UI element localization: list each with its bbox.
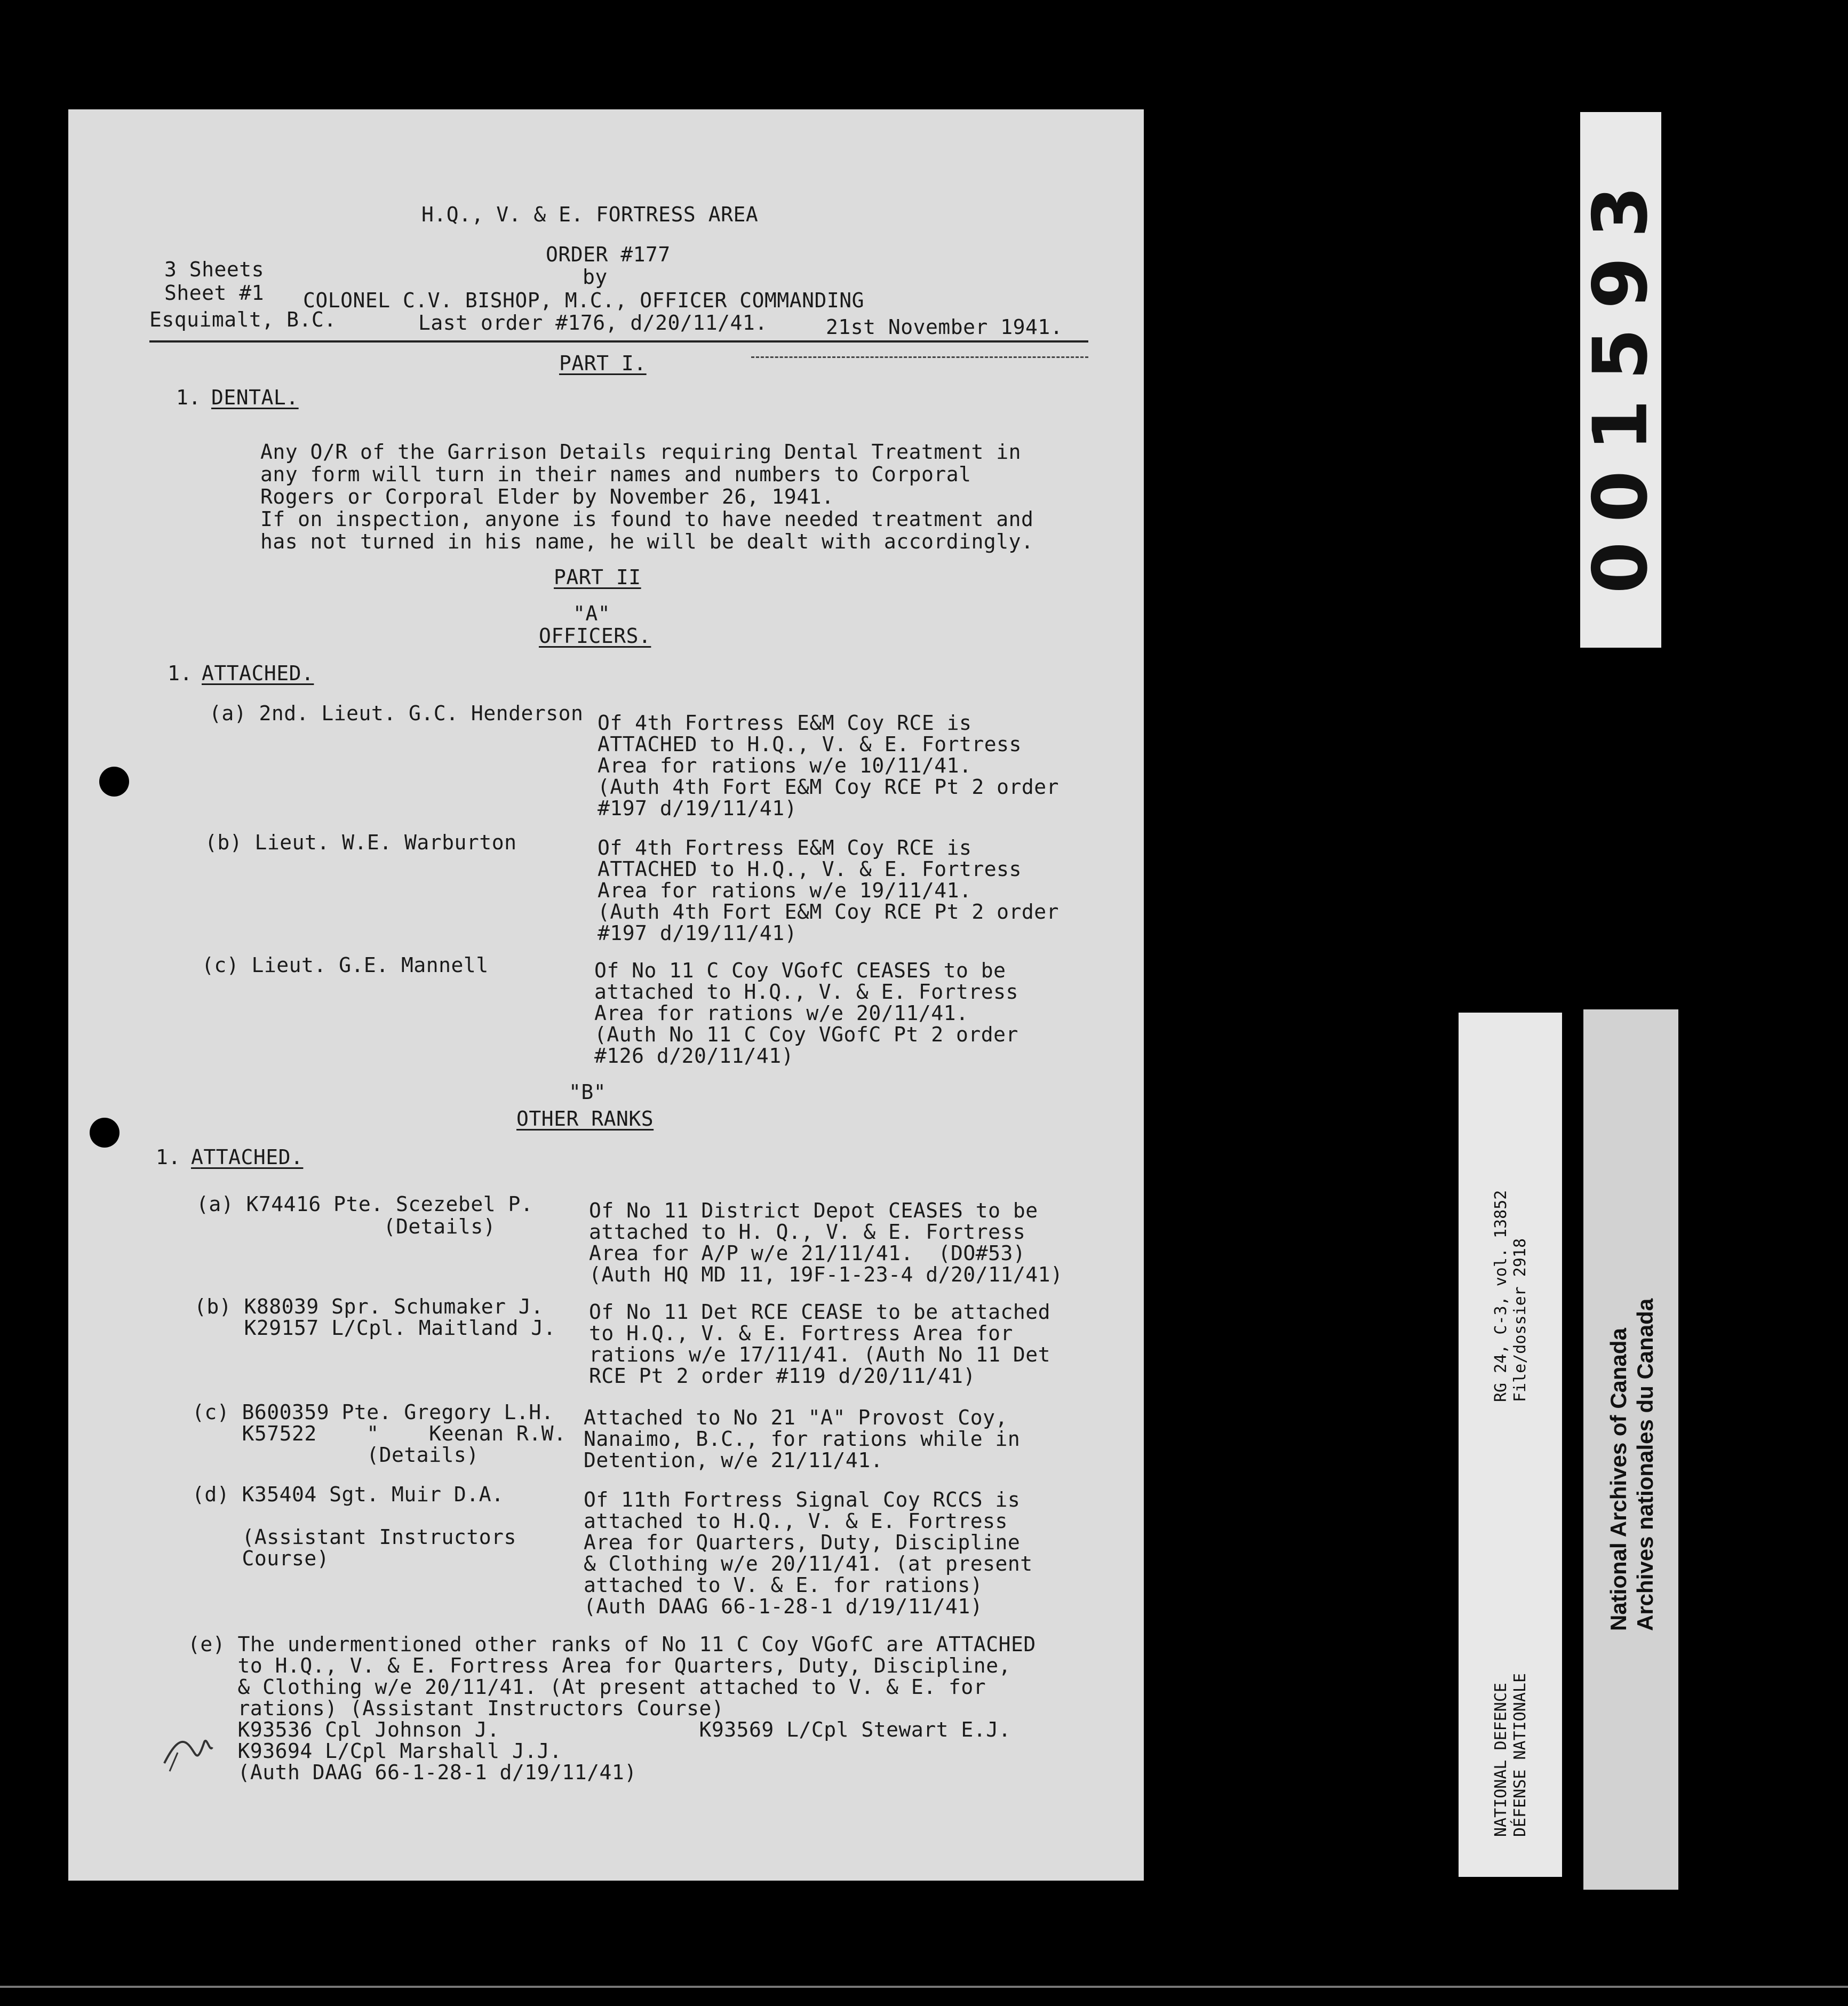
last-order: Last order #176, d/20/11/41. <box>418 311 768 335</box>
archive-ref-line2: File/dossier 2918 <box>1511 1238 1530 1402</box>
header-rule-dashed <box>751 356 1088 358</box>
part1-heading: PART I. <box>559 352 647 375</box>
rank-d-label: Course) <box>192 1547 330 1570</box>
commander-line: COLONEL C.V. BISHOP, M.C., OFFICER COMMANDING <box>303 289 865 312</box>
dept-line2: DÉFENSE NATIONALE <box>1511 1673 1530 1837</box>
officer-a-text: (Auth 4th Fort E&M Coy RCE Pt 2 order <box>598 775 1059 799</box>
order-date: 21st November 1941. <box>826 315 1063 339</box>
item-e-line: (Auth DAAG 66-1-28-1 d/19/11/41) <box>188 1761 637 1784</box>
rank-d-text: & Clothing w/e 20/11/41. (at present <box>584 1552 1033 1575</box>
order-number: ORDER #177 <box>546 243 671 266</box>
rank-d-label: (d) K35404 Sgt. Muir D.A. <box>192 1483 504 1506</box>
rank-b-text: Of No 11 Det RCE CEASE to be attached <box>589 1300 1050 1324</box>
order-by: by <box>583 265 608 289</box>
part1-item-title: DENTAL. <box>211 386 299 409</box>
officer-a-text: ATTACHED to H.Q., V. & E. Fortress <box>598 733 1022 756</box>
dept-line1: NATIONAL DEFENCE <box>1492 1683 1510 1837</box>
officer-b-text: #197 d/19/11/41) <box>598 921 798 945</box>
dental-line: If on inspection, anyone is found to have needed treatment and <box>260 507 1034 531</box>
order-title: H.Q., V. & E. FORTRESS AREA <box>421 203 759 226</box>
rank-b-text: RCE Pt 2 order #119 d/20/11/41) <box>589 1364 976 1388</box>
place: Esquimalt, B.C. <box>149 308 337 331</box>
header-rule <box>149 340 1088 343</box>
archives-label <box>1583 1009 1678 1890</box>
item-e-line: rations) (Assistant Instructors Course) <box>188 1697 724 1720</box>
item-e-line: (e) The undermentioned other ranks of No 11 C Coy VGofC are ATTACHED <box>188 1633 1036 1656</box>
rank-a-text: Area for A/P w/e 21/11/41. (DO#53) <box>589 1241 1026 1265</box>
archives-line2: Archives nationales du Canada <box>1632 1298 1658 1631</box>
item-e-line: & Clothing w/e 20/11/41. (At present attached to V. & E. for <box>188 1675 986 1699</box>
rank-b-text: to H.Q., V. & E. Fortress Area for <box>589 1322 1013 1345</box>
officer-a-text: Area for rations w/e 10/11/41. <box>598 754 972 777</box>
rank-c-text: Detention, w/e 21/11/41. <box>584 1448 883 1472</box>
archive-label <box>1459 1013 1562 1877</box>
rank-c-text: Attached to No 21 "A" Provost Coy, <box>584 1406 1008 1429</box>
handwritten-initials <box>159 1721 218 1779</box>
section-a-title: OFFICERS. <box>539 624 651 648</box>
dental-line: has not turned in his name, he will be dealt with accordingly. <box>260 530 1034 553</box>
officer-b-text: Area for rations w/e 19/11/41. <box>598 879 972 902</box>
rank-b-label: K29157 L/Cpl. Maitland J. <box>194 1316 556 1340</box>
section-b-title: OTHER RANKS <box>516 1107 654 1131</box>
sheet-number: Sheet #1 <box>164 281 265 305</box>
rank-d-text: (Auth DAAG 66-1-28-1 d/19/11/41) <box>584 1595 983 1618</box>
rank-c-text: Nanaimo, B.C., for rations while in <box>584 1427 1021 1451</box>
rank-d-label: (Assistant Instructors <box>192 1525 516 1549</box>
rank-b-text: rations w/e 17/11/41. (Auth No 11 Det <box>589 1343 1050 1366</box>
section-b-letter: "B" <box>569 1080 607 1104</box>
rank-a-label: (a) K74416 Pte. Scezebel P. <box>196 1192 533 1216</box>
part1-item-number: 1. <box>176 386 201 409</box>
rank-a-text: Of No 11 District Depot CEASES to be <box>589 1199 1038 1222</box>
officer-c-text: #126 d/20/11/41) <box>594 1044 794 1068</box>
rank-d-text: attached to V. & E. for rations) <box>584 1573 983 1597</box>
rank-d-text: Of 11th Fortress Signal Coy RCCS is <box>584 1488 1021 1511</box>
rank-d-text: Area for Quarters, Duty, Discipline <box>584 1531 1021 1554</box>
officer-c-text: (Auth No 11 C Coy VGofC Pt 2 order <box>594 1023 1018 1046</box>
rank-c-label: K57522 " Keenan R.W. <box>192 1422 567 1445</box>
punch-hole <box>90 1118 120 1148</box>
punch-hole <box>99 767 129 797</box>
rank-a-text: attached to H. Q., V. & E. Fortress <box>589 1220 1026 1244</box>
officer-a-text: #197 d/19/11/41) <box>598 797 798 820</box>
dental-line: Rogers or Corporal Elder by November 26, 1941. <box>260 485 834 508</box>
rank-c-label: (Details) <box>192 1443 479 1467</box>
section-a-item-number: 1. <box>168 662 193 685</box>
rank-d-text: attached to H.Q., V. & E. Fortress <box>584 1509 1008 1533</box>
rank-c-label: (c) B600359 Pte. Gregory L.H. <box>192 1400 554 1424</box>
officer-a-text: Of 4th Fortress E&M Coy RCE is <box>598 711 972 735</box>
rank-a-text: (Auth HQ MD 11, 19F-1-23-4 d/20/11/41) <box>589 1263 1063 1286</box>
item-e-line: to H.Q., V. & E. Fortress Area for Quarters, Duty, Discipline, <box>188 1654 1011 1677</box>
officer-a-label: (a) 2nd. Lieut. G.C. Henderson <box>209 702 584 725</box>
officer-b-text: (Auth 4th Fort E&M Coy RCE Pt 2 order <box>598 900 1059 924</box>
frame-number: 001593 <box>1577 166 1664 594</box>
sheet-count: 3 Sheets <box>164 258 265 281</box>
section-a-item-title: ATTACHED. <box>202 662 314 685</box>
archive-ref-line1: RG 24, C-3, vol. 13852 <box>1492 1190 1510 1402</box>
dental-line: any form will turn in their names and numbers to Corporal <box>260 463 971 486</box>
item-e-line: K93536 Cpl Johnson J. K93569 L/Cpl Stewart E.J. <box>188 1718 1011 1741</box>
officer-b-text: Of 4th Fortress E&M Coy RCE is <box>598 836 972 859</box>
officer-b-label: (b) Lieut. W.E. Warburton <box>205 831 517 854</box>
officer-b-text: ATTACHED to H.Q., V. & E. Fortress <box>598 857 1022 881</box>
rank-a-label: (Details) <box>196 1215 496 1238</box>
rank-b-label: (b) K88039 Spr. Schumaker J. <box>194 1295 544 1318</box>
section-b-item-number: 1. <box>156 1145 181 1169</box>
dental-line: Any O/R of the Garrison Details requiring Dental Treatment in <box>260 440 1022 464</box>
officer-c-label: (c) Lieut. G.E. Mannell <box>202 953 489 977</box>
film-edge-line <box>0 1986 1848 1988</box>
officer-c-text: Area for rations w/e 20/11/41. <box>594 1001 969 1025</box>
section-b-item-title: ATTACHED. <box>191 1145 304 1169</box>
item-e-line: K93694 L/Cpl Marshall J.J. <box>188 1739 562 1763</box>
section-a-letter: "A" <box>573 602 611 625</box>
part2-heading: PART II <box>554 566 641 589</box>
archives-line1: National Archives of Canada <box>1606 1328 1631 1631</box>
officer-c-text: attached to H.Q., V. & E. Fortress <box>594 980 1018 1004</box>
officer-c-text: Of No 11 C Coy VGofC CEASES to be <box>594 959 1006 982</box>
document-page <box>68 109 1144 1881</box>
